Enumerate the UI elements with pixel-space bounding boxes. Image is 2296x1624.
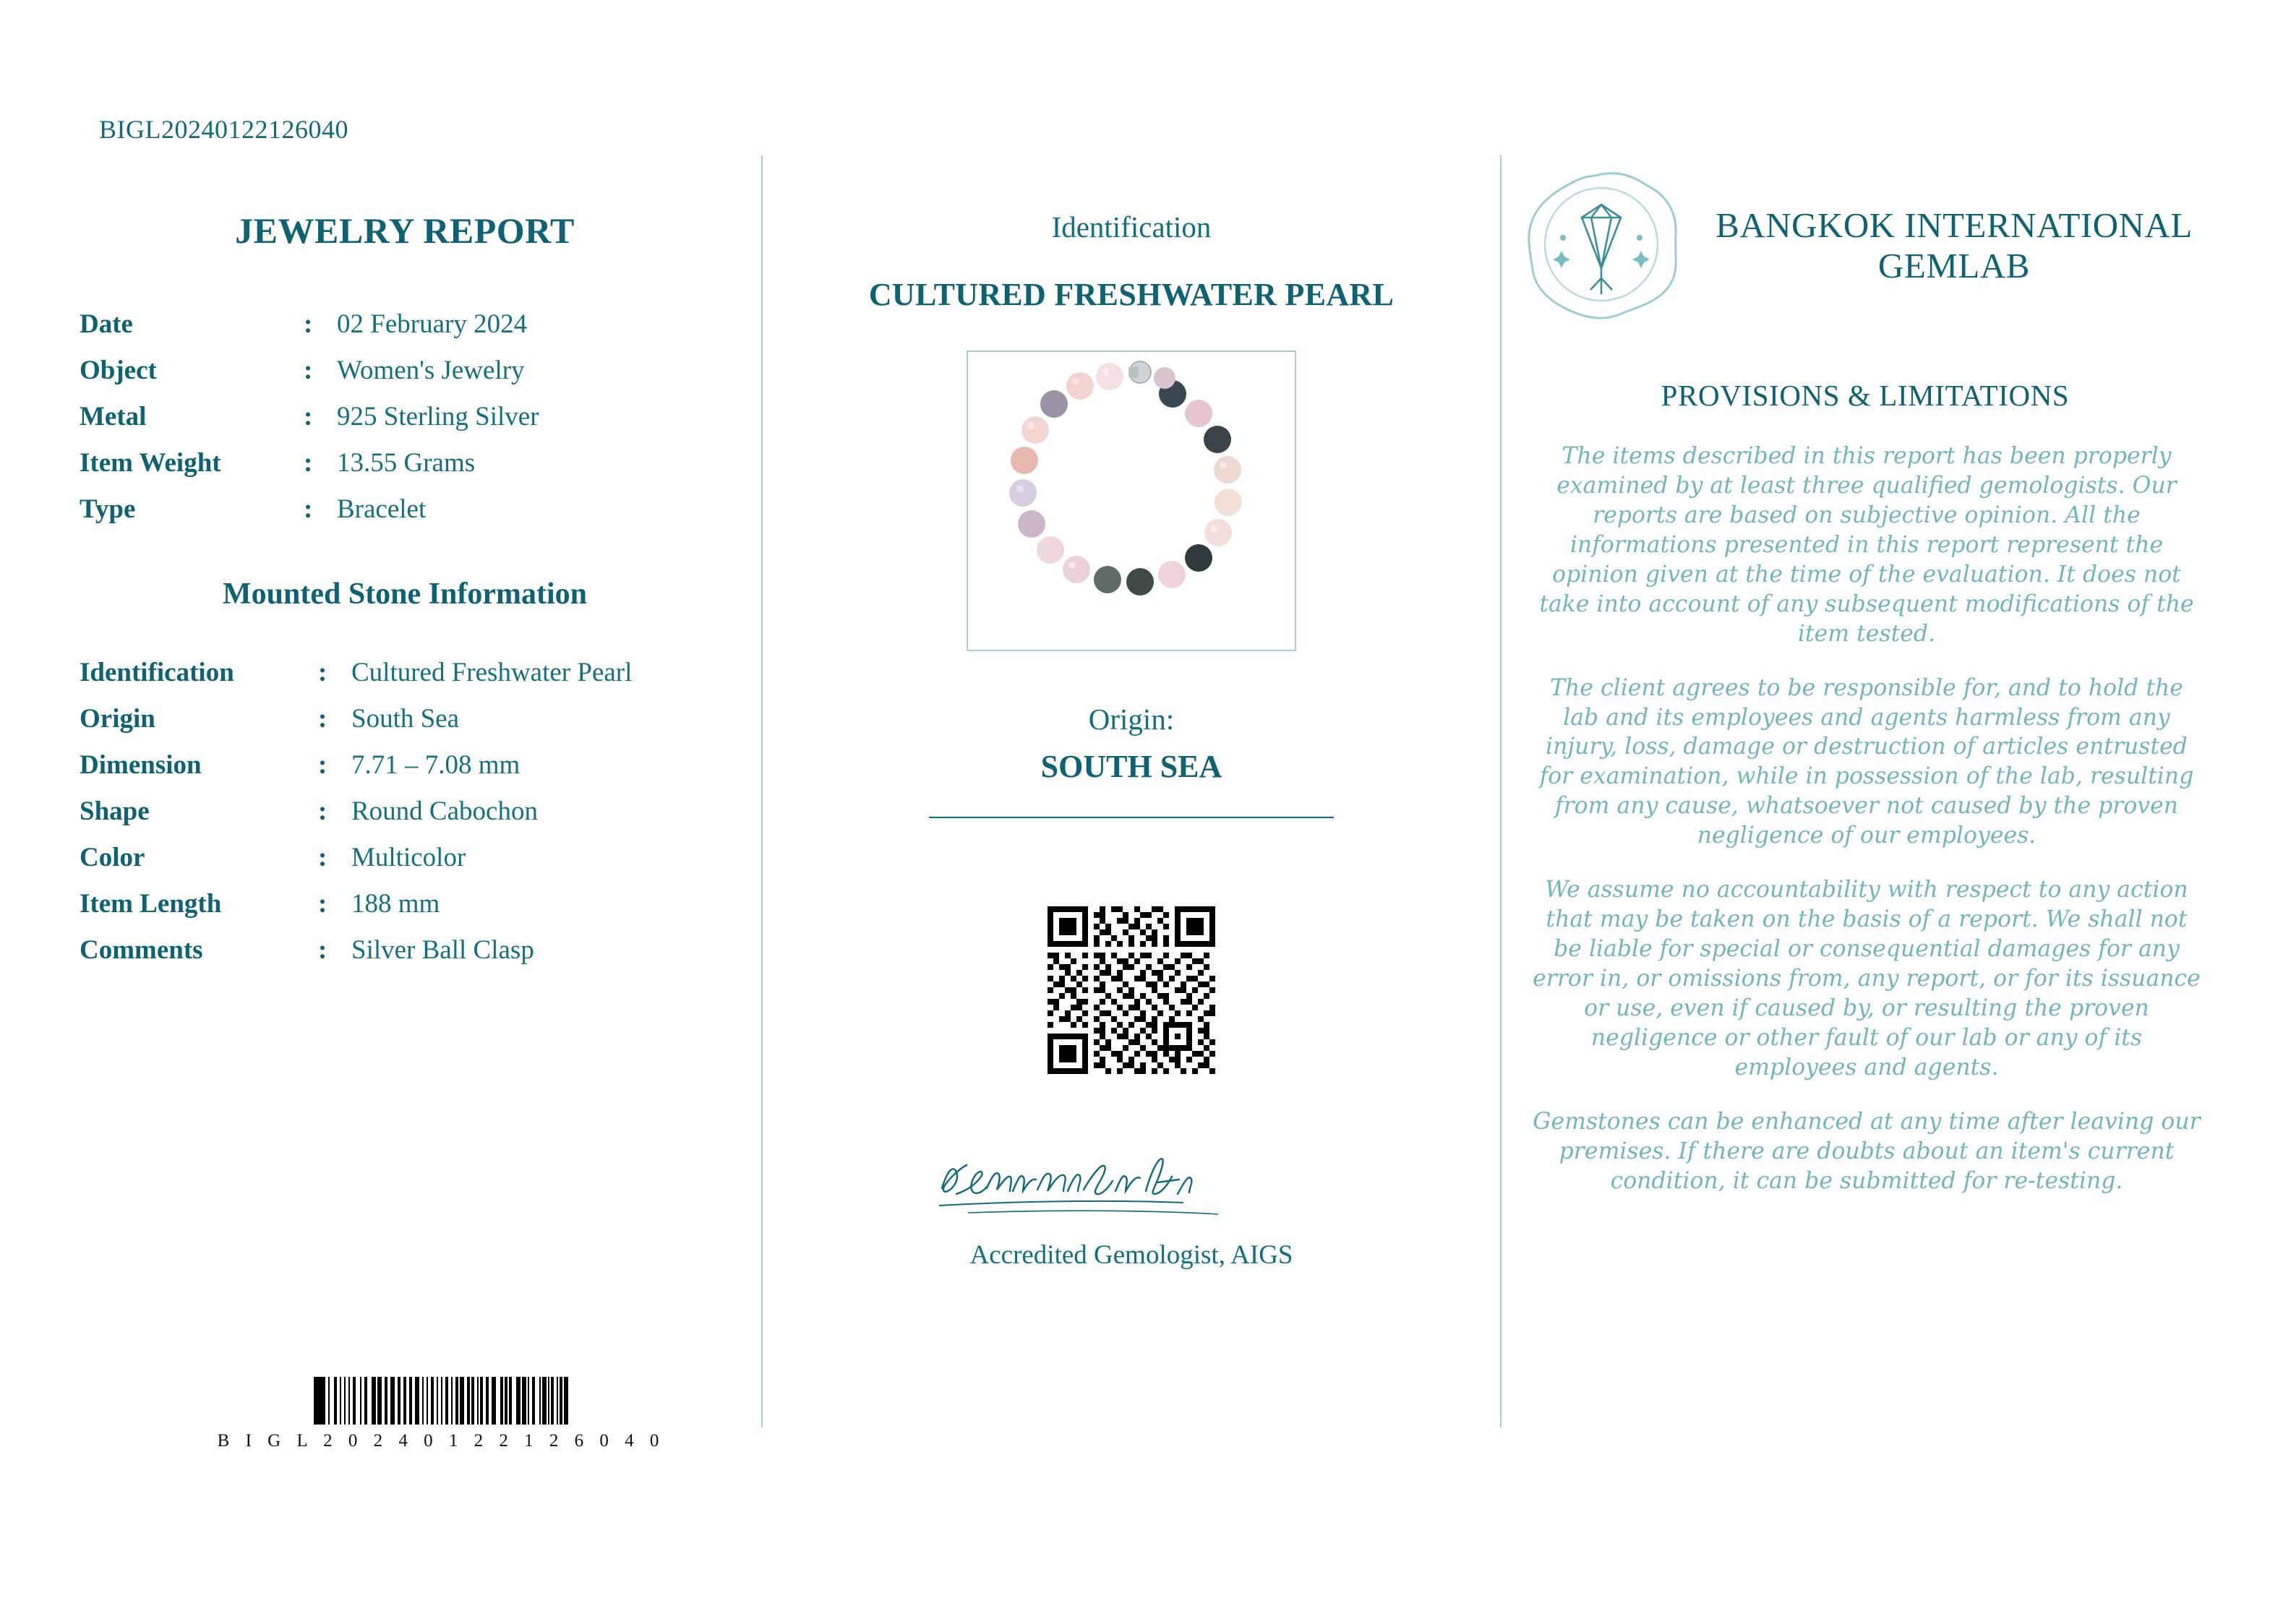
provisions-paragraph: The items described in this report has been properly examined by at least three qualified gemologists. Our reports are based on subjective opinion. All the informations presented in this report represent the opinion given at the time of the evaluation. It does not take into account of any subsequent modifications of the item tested.: [1539, 443, 2194, 647]
field-label: Identification: [80, 657, 234, 687]
barcode-block: [210, 1377, 672, 1451]
column-divider-left: [761, 155, 763, 1427]
gemlab-logo-icon: [1518, 163, 1684, 329]
mounted-stone-section-title: Mounted Stone Information: [222, 577, 588, 611]
field-label: Shape: [80, 796, 150, 826]
table-row: [80, 880, 737, 927]
table-row: [80, 742, 737, 788]
horizontal-rule: [929, 817, 1334, 818]
qr-code-image: [1048, 906, 1215, 1074]
field-separator: :: [318, 703, 327, 734]
field-value: 925 Sterling Silver: [337, 401, 539, 431]
field-value: Women's Jewelry: [337, 355, 525, 385]
provisions-paragraph: Gemstones can be enhanced at any time after leaving our premises. If there are doubts about an item's current condition, it can be submitted for re-testing.: [1533, 1108, 2201, 1194]
field-value: Round Cabochon: [351, 796, 538, 826]
table-row: [80, 927, 737, 973]
field-value: South Sea: [351, 703, 460, 734]
field-label: Item Weight: [80, 447, 221, 478]
left-column: [80, 210, 737, 973]
field-label: Metal: [80, 401, 147, 431]
field-separator: :: [318, 842, 327, 872]
provisions-body: [1518, 442, 2212, 1196]
field-separator: :: [304, 494, 313, 524]
field-separator: :: [304, 447, 313, 478]
field-separator: :: [304, 309, 313, 339]
table-row: [80, 439, 737, 486]
report-id: BIGL20240122126040: [99, 115, 348, 144]
table-row: [80, 486, 737, 532]
jewelry-report-title: JEWELRY REPORT: [235, 210, 575, 251]
middle-column: [781, 210, 1482, 1270]
origin-label: Origin:: [1088, 703, 1175, 736]
table-row: [80, 834, 737, 880]
signature-block: [929, 1143, 1334, 1270]
field-value: 7.71 – 7.08 mm: [351, 749, 521, 780]
field-value: Bracelet: [337, 494, 427, 524]
column-divider-right: [1500, 155, 1502, 1427]
mounted-stone-table: [80, 649, 737, 973]
field-value: 13.55 Grams: [337, 447, 476, 478]
field-separator: :: [304, 355, 313, 385]
signature-caption: Accredited Gemologist, AIGS: [969, 1240, 1293, 1270]
qr-code[interactable]: [1048, 906, 1215, 1074]
provisions-paragraph: We assume no accountability with respect to any action that may be taken on the basis of a report. We shall not be liable for special or consequential damages for any error in, or omissions from, any report, or for its issuance or use, even if caused by, or resulting the proven negligence or other fault of our lab or any of its employees and agents.: [1533, 877, 2201, 1080]
table-row: [80, 347, 737, 393]
provisions-title: PROVISIONS & LIMITATIONS: [1661, 379, 2070, 412]
field-label: Origin: [80, 703, 155, 734]
pearl-bracelet-photo: [968, 352, 1292, 647]
field-separator: :: [318, 888, 327, 919]
field-separator: :: [318, 749, 327, 780]
identification-value: CULTURED FRESHWATER PEARL: [868, 277, 1395, 312]
barcode-text: B I G L 2 0 2 4 0 1 2 2 1 2 6 0 4 0: [217, 1431, 665, 1451]
field-value: Multicolor: [351, 842, 466, 872]
table-row: [80, 788, 737, 834]
item-photo-frame: [967, 351, 1296, 651]
provisions-paragraph: The client agrees to be responsible for, and to hold the lab and its employees and agents harmless from any injury, loss, damage or destruction of articles entrusted for examination, while in possession of the lab, resulting from any cause, whatsoever not caused by the proven negligence of our employees.: [1539, 674, 2194, 849]
field-label: Comments: [80, 935, 203, 965]
field-separator: :: [318, 935, 327, 965]
origin-value: SOUTH SEA: [1040, 749, 1222, 784]
field-label: Type: [80, 494, 136, 524]
field-value: 02 February 2024: [337, 309, 528, 339]
brand-name: BANGKOK INTERNATIONAL GEMLAB: [1715, 205, 2193, 285]
identification-label: Identification: [1051, 210, 1212, 244]
right-column: [1518, 155, 2212, 1221]
table-row: [80, 301, 737, 347]
field-separator: :: [318, 796, 327, 826]
field-value: Cultured Freshwater Pearl: [351, 657, 633, 687]
field-label: Date: [80, 309, 133, 339]
field-separator: :: [318, 657, 327, 687]
field-separator: :: [304, 401, 313, 431]
barcode-image: [210, 1377, 672, 1425]
field-value: 188 mm: [351, 888, 440, 919]
field-label: Color: [80, 842, 145, 872]
field-label: Dimension: [80, 749, 202, 780]
brand-header: [1518, 163, 2212, 329]
field-label: Item Length: [80, 888, 222, 919]
jewelry-details-table: [80, 301, 737, 532]
field-value: Silver Ball Clasp: [351, 935, 534, 965]
table-row: [80, 393, 737, 439]
table-row: [80, 695, 737, 742]
field-label: Object: [80, 355, 157, 385]
signature-image: [929, 1143, 1334, 1230]
table-row: [80, 649, 737, 695]
